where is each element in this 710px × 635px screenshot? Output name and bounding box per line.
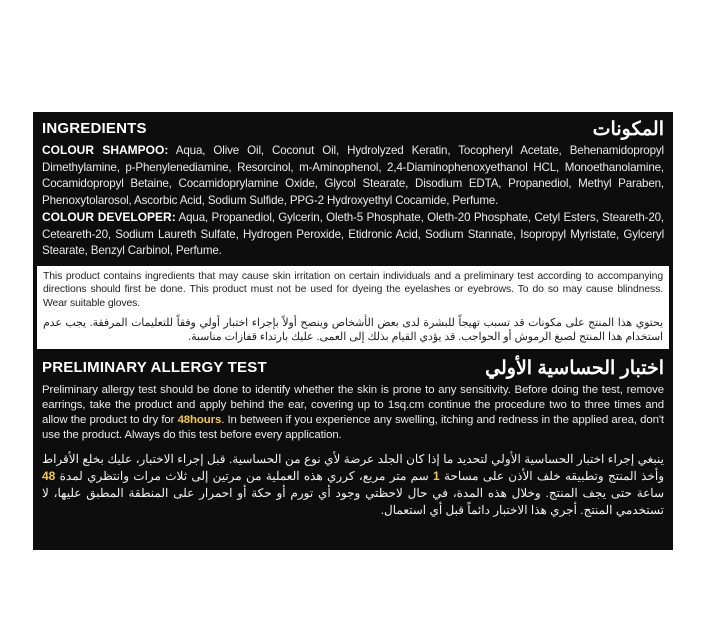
allergy-instructions [42,383,664,443]
shampoo-label: COLOUR SHAMPOO: [42,143,169,157]
allergy-arabic-hours-number: 48 [42,469,56,483]
ingredients-text [42,142,664,260]
warning-box [37,266,669,350]
ingredients-header [42,120,664,140]
shampoo-ingredients: Aqua, Olive Oil, Coconut Oil, Hydrolyzed Keratin, Tocopheryl Acetate, Behenamidopropyl Dimethylamine, p-Phenylenediamine, Resorcinol, m-Aminophenol, 2,4-Diaminophenoxyethanol HCL, Monoethanolamine, Cocamidopropyl Betaine, Cocamidoprylamine Oxide, Glycol Stearate, Disodium EDTA, Propanediol, Methyl Paraben, Phenoxytolarosol, Ascorbic Acid, Sodium Sulfide, PPG-2 Hydroxyethyl Cocamide, Perfume. [42,144,664,207]
allergy-title: PRELIMINARY ALLERGY TEST [42,359,267,376]
allergy-arabic-area-number: 1 [433,469,440,483]
warning-text: This product contains ingredients that may cause skin irritation on certain individuals and a preliminary test according to accompanying directions should first be done. This product must not be used for dyeing the eyelashes or eyebrows. To do so may cause blindness. Wear suitable gloves. [43,270,663,309]
warning-text-arabic: يحتوي هذا المنتج على مكونات قد تسبب تهيجاً للبشرة لدى بعض الأشخاص وينصح أولاً بإجراء اختبار أولي وفقاً للتعليمات المرفقة. يجب عدم استخدام هذا المنتج لصبغ الرموش أو الحواجب. قد يؤدي القيام بذلك إلى العمى. عليك بارتداء قفازات مناسبة. [43,317,663,343]
allergy-header [42,359,664,379]
allergy-arabic-part2: سم متر مربع، كرري هذه العملية من مرتين إلى ثلاث مرات وانتظري لمدة [59,469,429,483]
allergy-title-arabic: اختبار الحساسية الأولي [485,358,664,379]
developer-ingredients: Aqua, Propanediol, Gylcerin, Oleth-5 Phosphate, Oleth-20 Phosphate, Cetyl Esters, Steareth-20, Ceteareth-20, Sodium Laureth Sulfate, Hydrogen Peroxide, Etidronic Acid, Sodium Stannate, Isopropyl Myristate, Gylceryl Stearate, Benzyl Carbinol, Perfume. [42,211,665,257]
allergy-duration-highlight: 48hours [177,414,222,426]
ingredients-title: INGREDIENTS [42,120,147,137]
allergy-arabic-part1: ينبغي إجراء اختبار الحساسية الأولي لتحديد ما إذا كان الجلد عرضة لأي نوع من الحساسية. قبل إجراء الاختبار، عليك بخلع الأقراط وأخذ المنتج وتطبيقه خلف الأذن على مساحة [42,452,664,483]
developer-label: COLOUR DEVELOPER: [42,210,176,224]
allergy-text-start: Preliminary allergy test should be done to identify whether the skin is prone to any sensitivity. Before doing the test, remove earrings, take the product and apply behind the ear, covering up to 1sq.cm continue the procedure two to three times and allow the product to dry for [42,384,664,426]
ingredients-title-arabic: المكونات [592,119,664,140]
allergy-instructions-arabic [42,451,664,519]
allergy-text-end: . In between if you experience any swelling, itching and redness in the applied area, don't use the product. Always do this test before every application. [42,414,664,441]
ingredients-label-panel [33,112,673,550]
allergy-arabic-part3: ساعة حتى يجف المنتج. وخلال هذه المدة، في حال لاحظتي وجود أي تورم أو حكة أو احمرار على المنطقة المطبق عليها، لا تستخدمي المنتج. أجري هذا الاختبار دائماً قبل أي استعمال. [42,486,664,517]
